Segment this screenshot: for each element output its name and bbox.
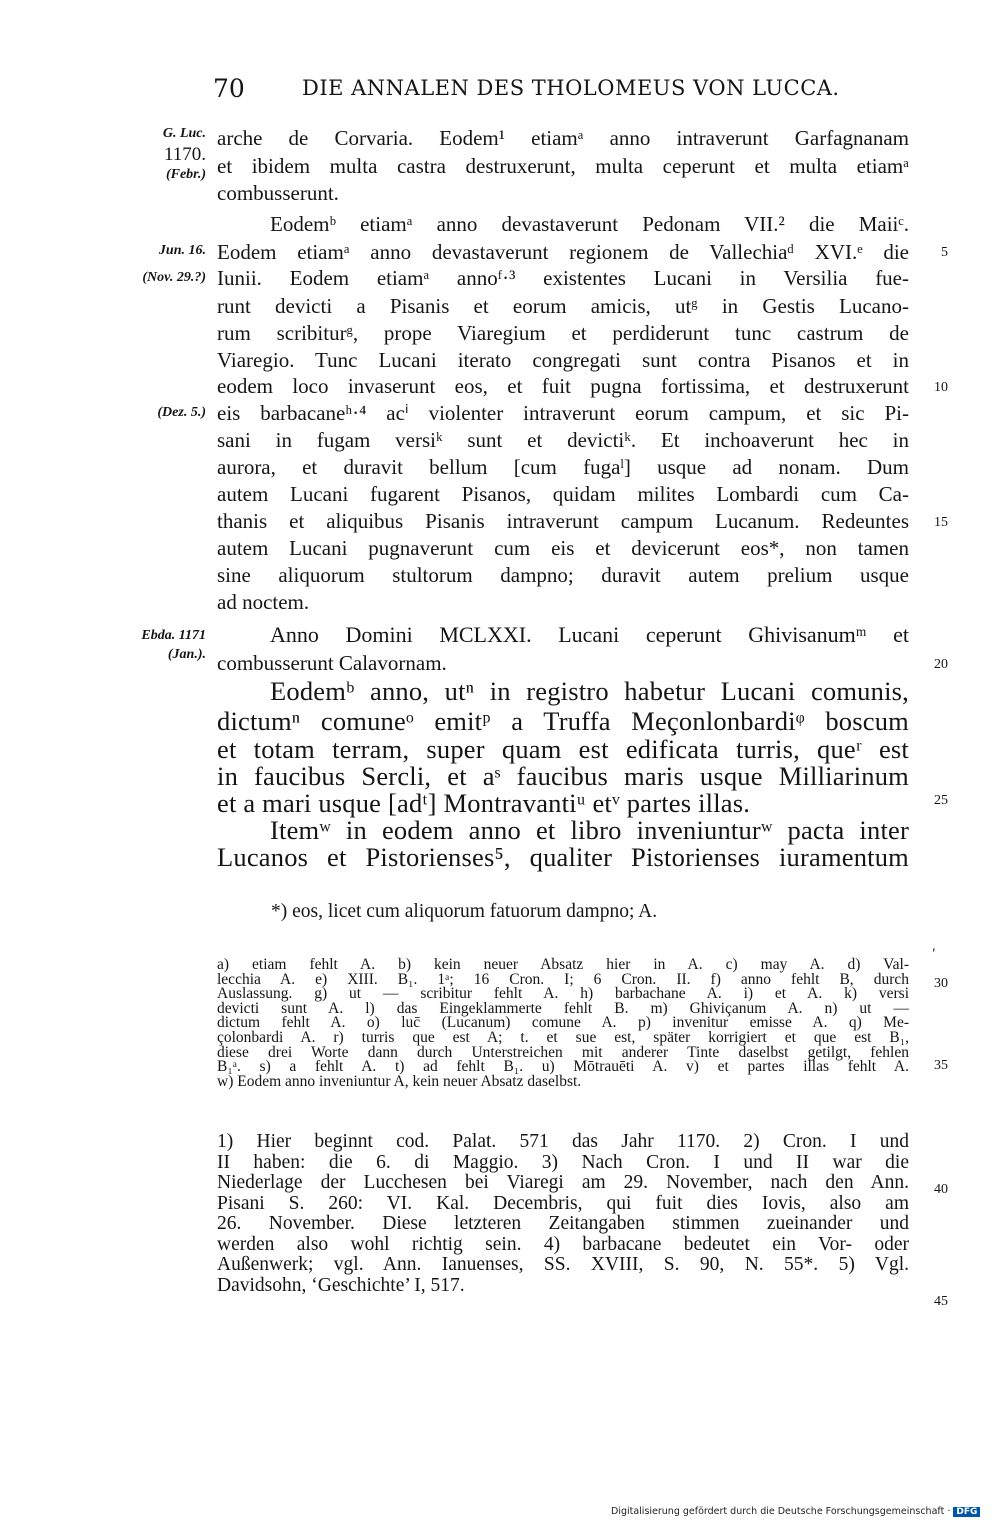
text-line: combusserunt.	[217, 181, 339, 205]
apparatus-line: Auslassung. g) ut — scribitur fehlt A. h) barbachane A. i) et A. k) versi	[217, 985, 909, 1003]
footnote-line: Niederlage der Lucchesen bei Viaregi am 29. November, nach den Ann.	[217, 1172, 909, 1193]
margin-mark: ʹ	[932, 948, 936, 963]
apparatus-line: a) etiam fehlt A. b) kein neuer Absatz hier in A. c) may A. d) Val-	[217, 956, 909, 973]
text-line: Viaregio. Tunc Lucani iterato congregati sunt contra Pisanos et in	[217, 348, 909, 372]
text-line: et a mari usque [adᵗ] Montravantiᵘ etᵛ partes illas.	[217, 788, 751, 818]
apparatus-line: diese drei Worte dann durch Unterstreichen mit anderer Tinte daselbst getilgt, fehlen	[217, 1043, 909, 1061]
text-line: runt devicti a Pisanis et eorum amicis, utᵍ in Gestis Lucano-	[217, 294, 909, 318]
text-line: arche de Corvaria. Eodem¹ etiamᵃ anno intraverunt Garfagnanam	[217, 126, 909, 150]
text-line: Eodemᵇ etiamᵃ anno devastaverunt Pedonam VII.² die Maiiᶜ.	[270, 212, 909, 236]
line-number: 25	[934, 793, 948, 808]
footnote-line: Davidsohn, ‘Geschichte’ I, 517.	[217, 1274, 465, 1296]
line-number: 15	[934, 515, 948, 530]
margin-note-month: (Febr.)	[165, 167, 206, 182]
dfg-logo-icon: DFG	[953, 1507, 980, 1517]
apparatus-line: çolonbardi A. r) turris que est A; t. et sue est, später korrigiert et que est B₁,	[217, 1028, 909, 1046]
apparatus-line: devicti sunt A. l) das Eingeklammerte fehlt B. m) Ghiviçanum A. n) ut —	[217, 999, 909, 1017]
text-line: thanis et aliquibus Pisanis intraverunt campum Lucanum. Redeuntes	[217, 509, 909, 533]
text-line: Anno Domini MCLXXI. Lucani ceperunt Ghivisanumᵐ et	[270, 622, 909, 647]
running-title: DIE ANNALEN DES THOLOMEUS VON LUCCA.	[302, 76, 840, 100]
line-number: 35	[934, 1058, 948, 1073]
text-line: dictumⁿ comuneᵒ emitᵖ a Truffa Meçonlonbardiᵠ boscum	[217, 706, 909, 736]
margin-note-year: 1170.	[163, 144, 206, 165]
page-number: 70	[213, 74, 245, 103]
text-line: eis barbacaneʰ·⁴ acⁱ violenter intraverunt eorum campum, et sic Pi-	[217, 401, 909, 425]
text-line: Eodem etiamᵃ anno devastaverunt regionem de Vallechiaᵈ XVI.ᵉ die	[217, 240, 909, 264]
line-number: 20	[934, 657, 948, 672]
line-number: 10	[934, 380, 948, 395]
text-line: Itemʷ in eodem anno et libro inveniunturʷ pacta inter	[270, 815, 909, 845]
footnotes	[217, 1132, 909, 1296]
text-line: et ibidem multa castra destruxerunt, multa ceperunt et multa etiamᵃ	[217, 154, 909, 178]
margin-note-date: Jun. 16.	[158, 243, 206, 258]
text-line: combusserunt Calavornam.	[217, 651, 447, 675]
text-line: Lucanos et Pistorienses⁵, qualiter Pistorienses iuramentum	[217, 842, 909, 872]
apparatus-line: dictum fehlt A. o) luc̄ (Lucanum) comune A. p) invenitur emisse A. q) Me-	[217, 1014, 909, 1032]
margin-note-date: (Nov. 29.?)	[142, 270, 206, 285]
asterisk-note: *) eos, licet cum aliquorum fatuorum dampno; A.	[271, 901, 658, 922]
footnote-line: werden also wohl richtig sein. 4) barbacane bedeutet ein Vor- oder	[217, 1233, 909, 1255]
footnote-line: Pisani S. 260: VI. Kal. Decembris, qui fuit dies Iovis, also am	[217, 1192, 909, 1214]
text-line: autem Lucani fugarent Pisanos, quidam milites Lombardi cum Ca-	[217, 482, 909, 506]
text-line: ad noctem.	[217, 590, 310, 614]
line-number: 30	[934, 976, 948, 991]
footnote-line: 1) Hier beginnt cod. Palat. 571 das Jahr 1170. 2) Cron. I und	[217, 1131, 909, 1152]
text-line: aurora, et duravit bellum [cum fugaˡ] usque ad nonam. Dum	[217, 455, 909, 479]
margin-note-date: (Dez. 5.)	[157, 405, 206, 420]
text-line: Iunii. Eodem etiamᵃ annoᶠ·³ existentes Lucani in Versilia fue-	[217, 266, 909, 290]
footnote-line: 26. November. Diese letzteren Zeitangaben stimmen zueinander und	[217, 1213, 909, 1234]
footnote-line: Außenwerk; vgl. Ann. Ianuenses, SS. XVIII, S. 90, N. 55*. 5) Vgl.	[217, 1254, 909, 1275]
apparatus-line: w) Eodem anno inveniuntur A, kein neuer Absatz daselbst.	[217, 1072, 582, 1090]
critical-apparatus	[217, 958, 909, 1089]
funding-credit	[611, 1506, 980, 1517]
text-line: sani in fugam versiᵏ sunt et devictiᵏ. Et inchoaverunt hec in	[217, 428, 909, 452]
apparatus-line: B₁ᵃ. s) a fehlt A. t) ad fehlt B₁. u) Mōtrauēti A. v) et partes illas fehlt A.	[217, 1058, 909, 1076]
line-number: 45	[934, 1294, 948, 1309]
text-line: et totam terram, super quam est edificata turris, queʳ est	[217, 734, 909, 764]
text-line: autem Lucani pugnaverunt cum eis et devicerunt eos*, non tamen	[217, 536, 909, 560]
funding-credit-text: Digitalisierung gefördert durch die Deutsche Forschungsgemeinschaft ·	[611, 1506, 951, 1517]
footnote-line: II haben: die 6. di Maggio. 3) Nach Cron. I und II war die	[217, 1151, 909, 1173]
text-line: in faucibus Sercli, et aˢ faucibus maris usque Milliarinum	[217, 761, 909, 791]
line-number: 40	[934, 1182, 948, 1197]
line-number: 5	[941, 245, 948, 260]
text-line: Eodemᵇ anno, utⁿ in registro habetur Lucani comunis,	[270, 676, 909, 706]
margin-note-source: Ebda. 1171	[141, 628, 206, 643]
text-line: sine aliquorum stultorum dampno; duravit autem prelium usque	[217, 563, 909, 587]
text-line: rum scribiturᵍ, prope Viaregium et perdiderunt tunc castrum de	[217, 321, 909, 345]
text-line: eodem loco invaserunt eos, et fuit pugna fortissima, et destruxerunt	[217, 374, 909, 398]
apparatus-line: lecchia A. e) XIII. B₁. 1ᵃ; 16 Cron. I; 6 Cron. II. f) anno fehlt B, durch	[217, 970, 909, 988]
margin-note-source: G. Luc.	[162, 126, 206, 141]
margin-note-month: (Jan.).	[167, 647, 206, 662]
